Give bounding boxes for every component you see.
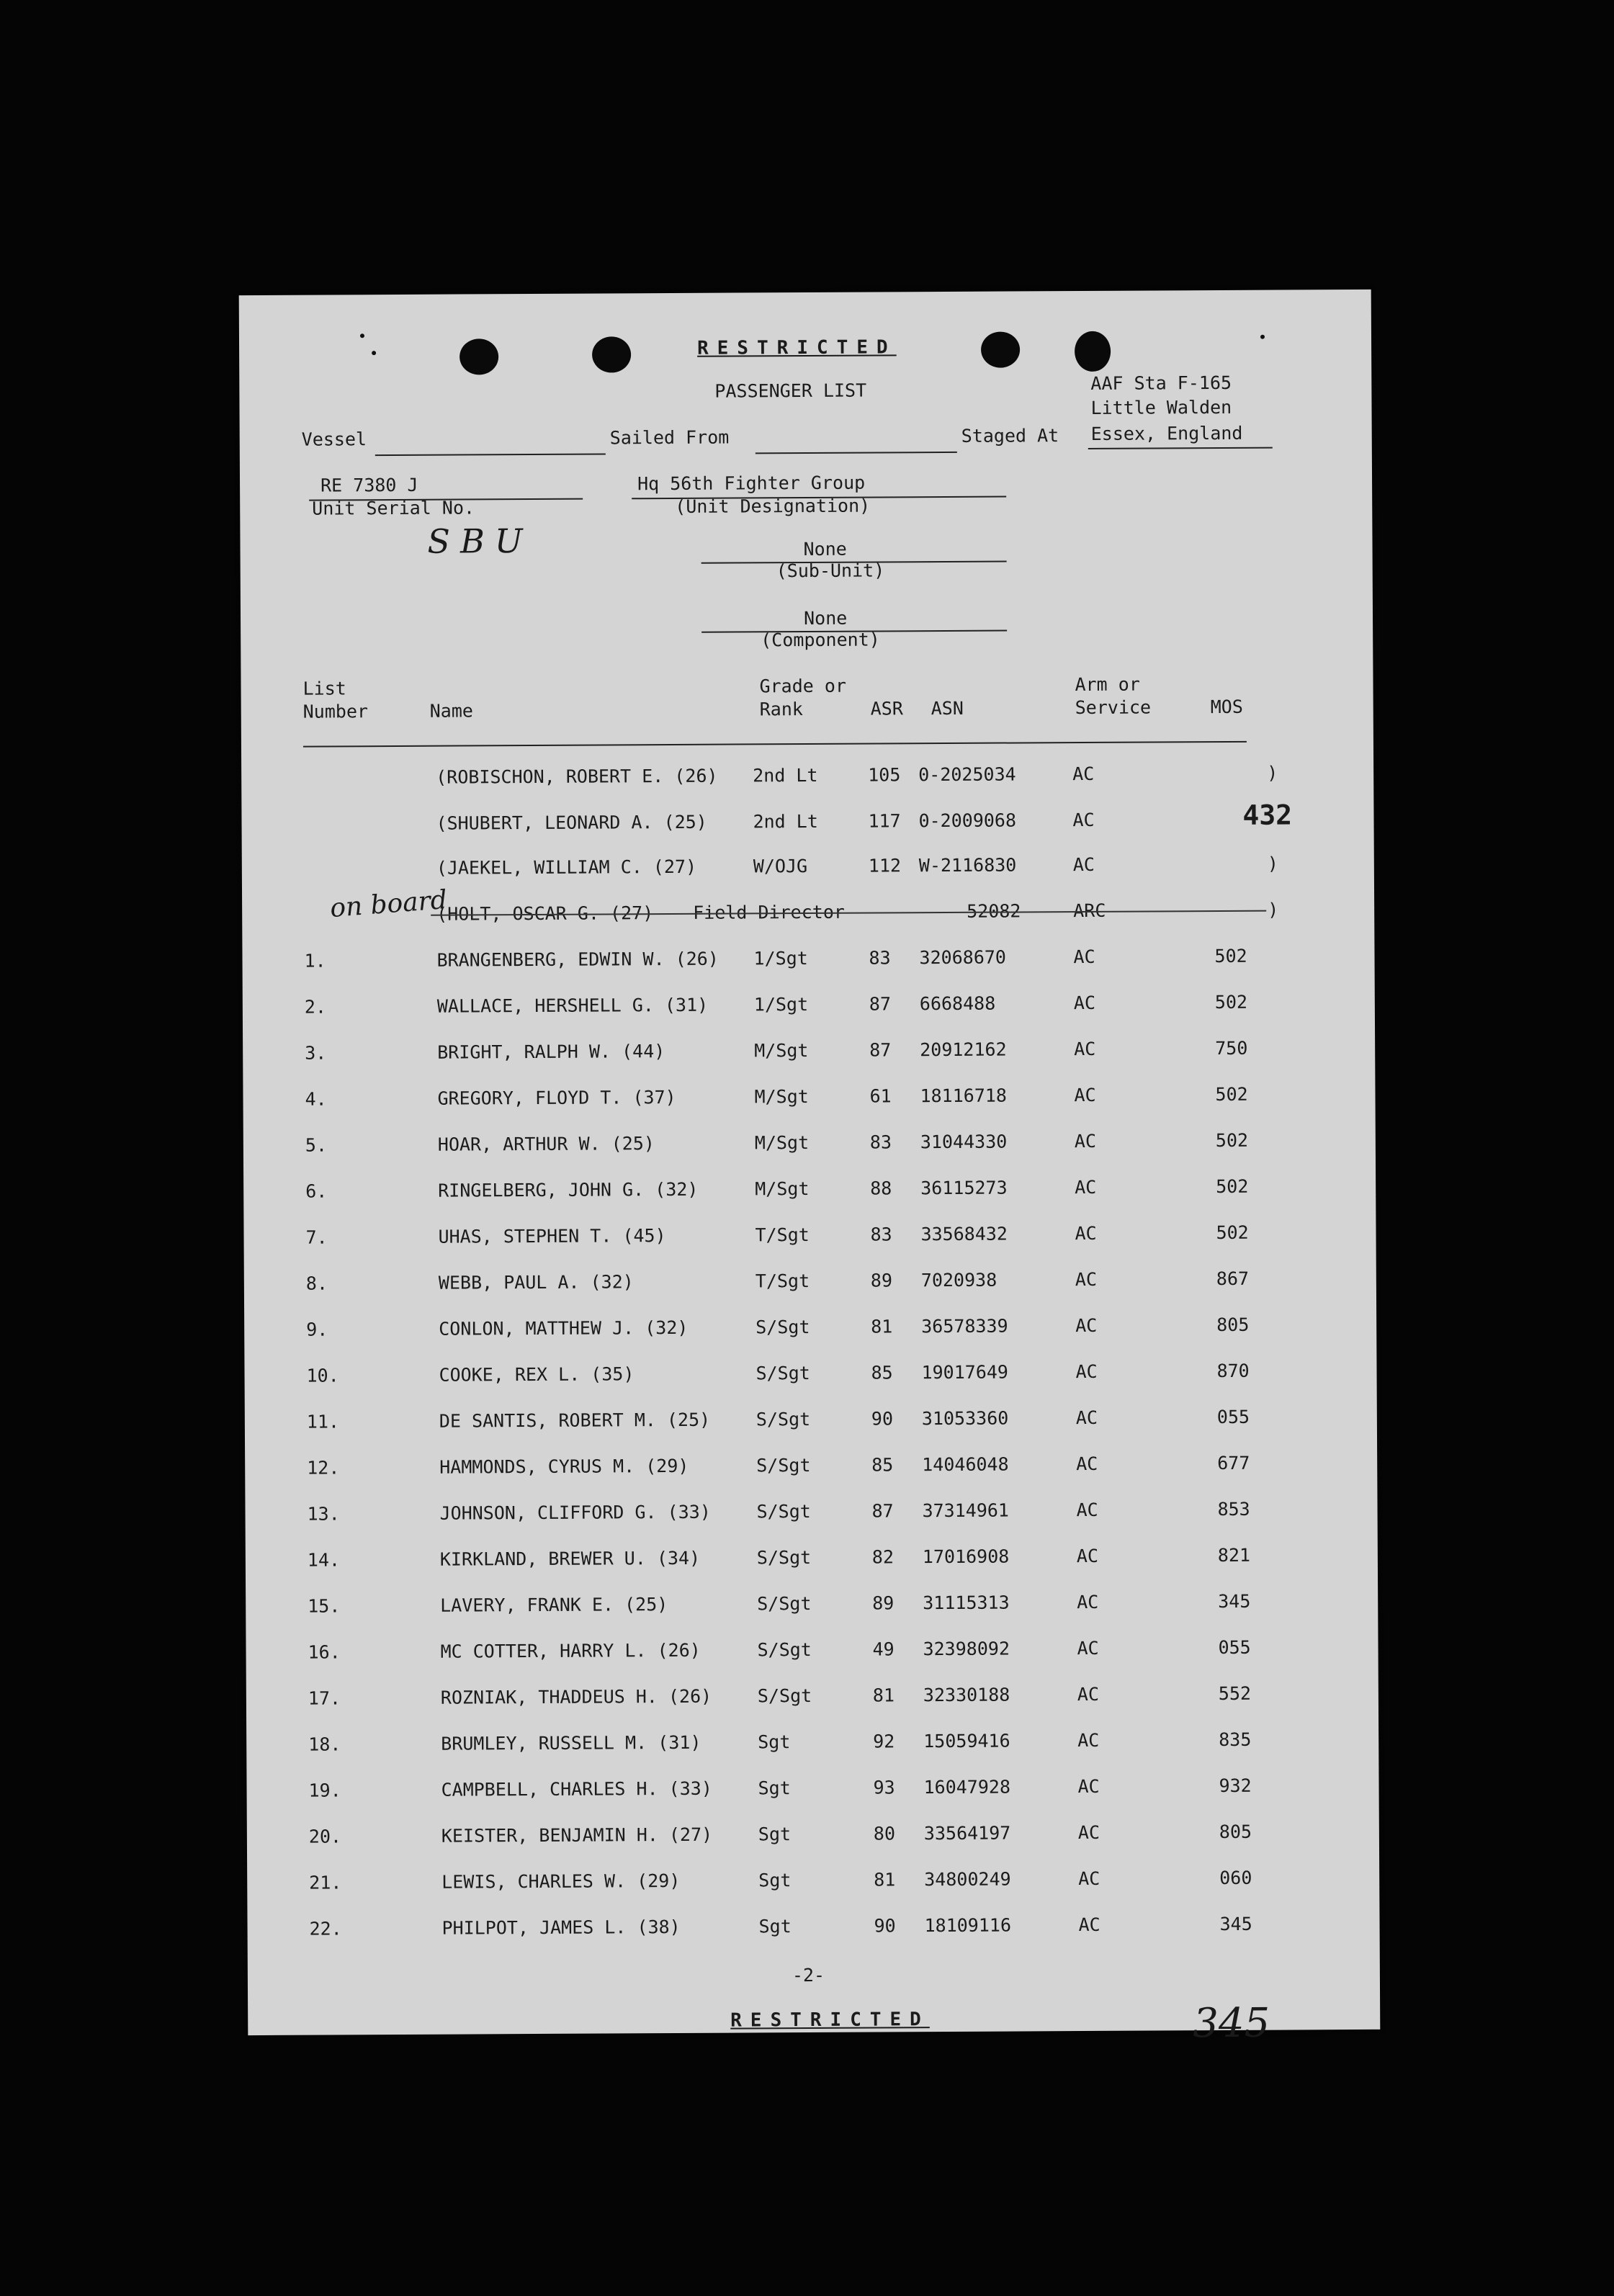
handwritten-page-number: 345 [1193, 1999, 1270, 2048]
asr-cell: 117 [868, 810, 901, 832]
asn-cell: 36578339 [921, 1315, 1008, 1337]
vessel-field-line [375, 453, 606, 456]
asn-cell: 33564197 [923, 1822, 1011, 1844]
name-cell: MC COTTER, HARRY L. (26) [440, 1639, 701, 1662]
asr-cell: 89 [870, 1270, 893, 1291]
mos-cell: 853 [1217, 1498, 1250, 1520]
list-number-cell: 3. [305, 1042, 327, 1064]
list-number-cell: 21. [309, 1872, 342, 1893]
asr-cell: 81 [871, 1316, 893, 1337]
table-row-officer [242, 853, 1374, 883]
asr-cell: 92 [873, 1731, 895, 1752]
rank-cell: 2nd Lt [753, 764, 818, 786]
name-cell: (SHUBERT, LEONARD A. (25) [436, 811, 707, 834]
list-number-cell: 13. [307, 1503, 340, 1525]
list-number-cell: 19. [308, 1780, 341, 1801]
table-row [242, 945, 1374, 975]
asr-cell: 87 [869, 993, 892, 1015]
arm-cell: AC [1077, 1591, 1099, 1613]
asn-cell: 14046048 [922, 1453, 1009, 1476]
unit-designation-label: (Unit Designation) [675, 495, 871, 517]
arm-cell: AC [1075, 1176, 1097, 1198]
rank-cell: S/Sgt [756, 1408, 811, 1430]
mos-cell: 502 [1216, 1175, 1249, 1198]
rank-cell: 2nd Lt [753, 810, 818, 833]
asn-cell: 31115313 [923, 1592, 1010, 1614]
table-row [245, 1452, 1377, 1482]
name-cell: BRIGHT, RALPH W. (44) [437, 1041, 665, 1063]
name-cell: HAMMONDS, CYRUS M. (29) [439, 1455, 689, 1478]
sailed-from-label: Sailed From [609, 426, 730, 449]
table-row [247, 1913, 1379, 1943]
asr-cell: 93 [873, 1777, 895, 1798]
list-number-cell: 2. [304, 996, 327, 1018]
table-row-officer [241, 762, 1373, 792]
arm-cell: AC [1077, 1683, 1100, 1705]
arm-cell: ARC [1073, 900, 1106, 922]
speck [360, 333, 364, 338]
arm-cell: AC [1073, 946, 1095, 968]
list-number-cell: 12. [307, 1457, 340, 1479]
name-cell: LAVERY, FRANK E. (25) [440, 1594, 668, 1616]
vessel-label: Vessel [301, 429, 367, 450]
rank-cell: W/OJG [753, 856, 808, 877]
staged-at-value: Essex, England [1090, 422, 1243, 444]
arm-cell: AC [1077, 1775, 1100, 1798]
asn-cell: 32330188 [923, 1684, 1010, 1706]
name-cell: WEBB, PAUL A. (32) [438, 1271, 634, 1293]
arm-cell: AC [1075, 1314, 1098, 1337]
mos-cell: 805 [1219, 1821, 1252, 1843]
mos-cell: 805 [1216, 1314, 1250, 1336]
name-cell: CAMPBELL, CHARLES H. (33) [441, 1777, 712, 1801]
asn-cell: 17016908 [922, 1546, 1010, 1568]
name-cell: COOKE, REX L. (35) [439, 1363, 635, 1386]
bracket-cell: ) [1268, 899, 1279, 920]
name-cell: RINGELBERG, JOHN G. (32) [438, 1178, 699, 1201]
rank-cell: S/Sgt [756, 1500, 811, 1523]
col-header-rank: Rank [759, 699, 803, 720]
asr-cell: 85 [871, 1454, 894, 1476]
table-row [246, 1682, 1378, 1713]
mos-cell-large: 432 [1242, 799, 1293, 831]
name-cell: KEISTER, BENJAMIN H. (27) [441, 1824, 713, 1847]
table-row [243, 1221, 1376, 1252]
name-cell: GREGORY, FLOYD T. (37) [437, 1086, 676, 1109]
speck [372, 351, 376, 355]
mos-cell: 870 [1216, 1360, 1250, 1382]
mos-cell: 502 [1215, 1129, 1249, 1152]
asr-cell: 81 [874, 1869, 896, 1891]
asr-cell: 105 [868, 764, 901, 786]
mos-cell: 502 [1214, 991, 1248, 1013]
name-cell: WALLACE, HERSHELL G. (31) [436, 994, 709, 1017]
name-cell: CONLON, MATTHEW J. (32) [439, 1317, 689, 1340]
rank-cell: 1/Sgt [753, 994, 809, 1015]
list-number-cell: 20. [308, 1826, 342, 1847]
component-value: None [803, 607, 848, 629]
asn-cell: 37314961 [922, 1499, 1010, 1522]
table-row [247, 1867, 1379, 1897]
name-cell: KIRKLAND, BREWER U. (34) [439, 1547, 701, 1570]
mos-cell: 932 [1219, 1775, 1252, 1797]
mos-cell: 835 [1219, 1728, 1252, 1751]
unit-serial-value: RE 7380 J [320, 474, 418, 496]
component-label: (Component) [761, 629, 880, 651]
rank-cell: T/Sgt [755, 1270, 810, 1292]
rank-cell: Sgt [758, 1777, 791, 1799]
table-row [244, 1314, 1376, 1344]
rank-cell: S/Sgt [756, 1363, 810, 1384]
rank-cell: S/Sgt [756, 1546, 812, 1569]
list-number-cell: 18. [308, 1734, 341, 1755]
list-number-cell: 17. [308, 1687, 341, 1709]
mos-cell: 055 [1216, 1406, 1250, 1428]
arm-cell: AC [1075, 1360, 1098, 1383]
asn-cell: 16047928 [923, 1776, 1011, 1798]
rank-cell: S/Sgt [757, 1638, 812, 1661]
col-header-name: Name [429, 700, 474, 722]
unit-serial-label: Unit Serial No. [312, 497, 475, 519]
asr-cell: 112 [868, 855, 902, 876]
speck [1260, 335, 1265, 339]
rank-cell: 1/Sgt [753, 948, 808, 969]
asr-cell: 49 [872, 1638, 895, 1660]
arm-cell: AC [1073, 992, 1096, 1014]
mos-cell: 867 [1216, 1268, 1250, 1290]
asn-cell: 0-2009068 [918, 810, 1017, 832]
col-header-grade: Grade or [759, 675, 847, 697]
table-row-officer [241, 799, 1373, 838]
bracket-cell: ) [1267, 853, 1278, 874]
rank-cell: S/Sgt [756, 1454, 811, 1476]
classification-top: RESTRICTED [697, 336, 897, 359]
asn-cell: 0-2025034 [918, 763, 1016, 786]
mos-cell: 345 [1219, 1913, 1252, 1935]
asn-cell: 52082 [967, 900, 1021, 922]
name-cell: PHILPOT, JAMES L. (38) [441, 1916, 681, 1939]
rank-cell: Field Director [693, 901, 845, 923]
name-cell: (HOLT, OSCAR G. (27) [436, 902, 654, 925]
name-cell: JOHNSON, CLIFFORD G. (33) [439, 1501, 711, 1524]
arm-cell: AC [1074, 1038, 1096, 1060]
asn-cell: 31044330 [920, 1131, 1008, 1153]
header-divider [303, 741, 1247, 748]
handwritten-code: SBU [427, 521, 533, 561]
col-header-list: List [302, 678, 346, 699]
asr-cell: 83 [869, 1131, 892, 1153]
name-cell: BRANGENBERG, EDWIN W. (26) [436, 948, 719, 971]
asn-cell: 7020938 [920, 1269, 997, 1291]
asn-cell: 32398092 [923, 1638, 1010, 1660]
mos-cell: 502 [1216, 1221, 1249, 1244]
rank-cell: M/Sgt [755, 1178, 810, 1200]
asr-cell: 88 [870, 1178, 892, 1199]
arm-cell: AC [1077, 1637, 1099, 1659]
table-row [246, 1544, 1378, 1574]
asr-cell: 90 [874, 1915, 896, 1937]
sailed-from-field-line [756, 452, 957, 454]
asn-cell: 31053360 [921, 1407, 1009, 1430]
arm-cell: AC [1078, 1867, 1100, 1890]
name-cell: (ROBISCHON, ROBERT E. (26) [436, 765, 718, 788]
arm-cell: AC [1077, 1821, 1100, 1844]
asn-cell: 19017649 [921, 1361, 1009, 1384]
list-number-cell: 16. [308, 1641, 341, 1663]
asn-cell: 20912162 [920, 1039, 1007, 1061]
list-number-cell: 4. [305, 1088, 327, 1110]
mos-cell: 677 [1217, 1452, 1250, 1474]
rank-cell: Sgt [758, 1870, 792, 1891]
asr-cell: 61 [869, 1085, 892, 1107]
arm-cell: AC [1075, 1222, 1097, 1245]
table-row [246, 1590, 1378, 1620]
rank-cell: S/Sgt [757, 1685, 812, 1707]
list-number-cell: 9. [306, 1319, 328, 1340]
mos-cell: 821 [1217, 1544, 1251, 1566]
arm-cell: AC [1072, 853, 1095, 876]
name-cell: UHAS, STEPHEN T. (45) [438, 1225, 666, 1247]
rank-cell: Sgt [758, 1824, 792, 1845]
asr-cell: 83 [869, 947, 891, 969]
rank-cell: T/Sgt [755, 1224, 810, 1246]
sub-unit-value: None [803, 538, 847, 560]
asr-cell: 87 [871, 1500, 894, 1522]
arm-cell: AC [1072, 763, 1095, 785]
col-header-asn: ASN [931, 697, 964, 719]
asn-cell: 15059416 [923, 1730, 1010, 1752]
classification-bottom: RESTRICTED [730, 2009, 930, 2032]
asr-cell: 80 [873, 1823, 896, 1844]
name-cell: ROZNIAK, THADDEUS H. (26) [440, 1685, 712, 1708]
table-row [245, 1406, 1377, 1436]
unit-designation-value: Hq 56th Fighter Group [637, 472, 866, 495]
asr-cell: 81 [872, 1685, 895, 1706]
list-number-cell: 8. [305, 1273, 328, 1294]
asn-cell: 18109116 [924, 1914, 1012, 1937]
page-number: -2- [792, 1964, 825, 1986]
asn-cell: 32068670 [919, 946, 1007, 969]
table-row [245, 1498, 1377, 1528]
asn-cell: W-2116830 [918, 854, 1017, 876]
table-row [243, 1037, 1375, 1067]
asr-cell: 82 [871, 1546, 895, 1568]
col-header-mos: MOS [1210, 696, 1243, 718]
table-row [246, 1728, 1378, 1759]
sub-unit-label: (Sub-Unit) [776, 560, 885, 582]
mos-cell: 552 [1218, 1682, 1252, 1705]
asn-cell: 18116718 [920, 1085, 1008, 1107]
table-row [247, 1821, 1379, 1851]
arm-cell: AC [1075, 1407, 1098, 1429]
asr-cell: 89 [872, 1592, 895, 1614]
table-row [244, 1268, 1376, 1298]
rank-cell: Sgt [758, 1916, 792, 1937]
arm-cell: AC [1074, 1084, 1096, 1106]
table-row [243, 1083, 1375, 1113]
mos-cell: 345 [1218, 1590, 1251, 1613]
handwritten-onboard-note: on board [328, 885, 449, 924]
mos-cell: 750 [1215, 1037, 1248, 1059]
table-row [243, 991, 1375, 1021]
mos-cell: 502 [1215, 1083, 1248, 1106]
asr-cell: 87 [869, 1039, 892, 1061]
table-row [246, 1636, 1378, 1667]
arm-cell: AC [1077, 1729, 1100, 1752]
list-number-cell: 14. [307, 1549, 341, 1571]
name-cell: LEWIS, CHARLES W. (29) [441, 1870, 681, 1893]
list-number-cell: 1. [304, 950, 326, 972]
col-header-number: Number [302, 701, 369, 722]
punch-hole [459, 338, 498, 375]
staged-at-label: Staged At [961, 425, 1059, 447]
asn-cell: 36115273 [920, 1177, 1008, 1199]
punch-hole [981, 331, 1020, 367]
name-cell: BRUMLEY, RUSSELL M. (31) [441, 1731, 701, 1754]
asn-cell: 34800249 [924, 1868, 1011, 1891]
col-header-service: Service [1075, 696, 1152, 719]
mos-cell: 060 [1219, 1867, 1252, 1889]
rank-cell: Sgt [758, 1731, 791, 1753]
table-row [243, 1129, 1376, 1160]
mos-cell: 502 [1214, 945, 1247, 967]
arm-cell: AC [1072, 809, 1095, 831]
rank-cell: M/Sgt [754, 1086, 809, 1108]
arm-cell: AC [1078, 1914, 1100, 1936]
rank-cell: M/Sgt [754, 1132, 810, 1154]
document-page [239, 290, 1381, 2048]
document-title: PASSENGER LIST [714, 380, 867, 402]
col-header-asr: ASR [870, 698, 903, 719]
arm-cell: AC [1075, 1268, 1098, 1291]
asn-cell: 33568432 [920, 1223, 1008, 1245]
staged-at-field-line [1088, 447, 1273, 449]
punch-hole [592, 336, 631, 372]
arm-cell: AC [1076, 1545, 1099, 1567]
asr-cell: 85 [871, 1362, 893, 1384]
list-number-cell: 5. [305, 1134, 328, 1156]
station-line-2: Little Walden [1090, 396, 1232, 418]
rank-cell: M/Sgt [754, 1040, 809, 1062]
asr-cell: 90 [871, 1408, 894, 1430]
asr-cell: 83 [870, 1224, 892, 1245]
arm-cell: AC [1076, 1499, 1098, 1521]
asn-cell: 6668488 [919, 992, 996, 1015]
name-cell: DE SANTIS, ROBERT M. (25) [439, 1409, 711, 1432]
list-number-cell: 22. [309, 1918, 342, 1940]
arm-cell: AC [1076, 1453, 1098, 1475]
table-row [246, 1775, 1378, 1805]
list-number-cell: 6. [305, 1180, 328, 1202]
mos-cell: 055 [1218, 1636, 1251, 1659]
table-row [244, 1360, 1376, 1390]
name-cell: (JAEKEL, WILLIAM C. (27) [436, 856, 697, 879]
list-number-cell: 11. [306, 1411, 340, 1432]
station-line-1: AAF Sta F-165 [1090, 372, 1232, 394]
rank-cell: S/Sgt [757, 1592, 812, 1615]
col-header-arm: Arm or [1075, 673, 1140, 696]
table-row [243, 1175, 1376, 1206]
punch-hole [1075, 331, 1111, 372]
rank-cell: S/Sgt [756, 1317, 810, 1338]
name-cell: HOAR, ARTHUR W. (25) [437, 1133, 655, 1155]
list-number-cell: 10. [306, 1365, 339, 1386]
list-number-cell: 15. [308, 1595, 341, 1617]
arm-cell: AC [1074, 1130, 1097, 1152]
bracket-cell: ) [1267, 762, 1278, 784]
list-number-cell: 7. [305, 1227, 328, 1248]
